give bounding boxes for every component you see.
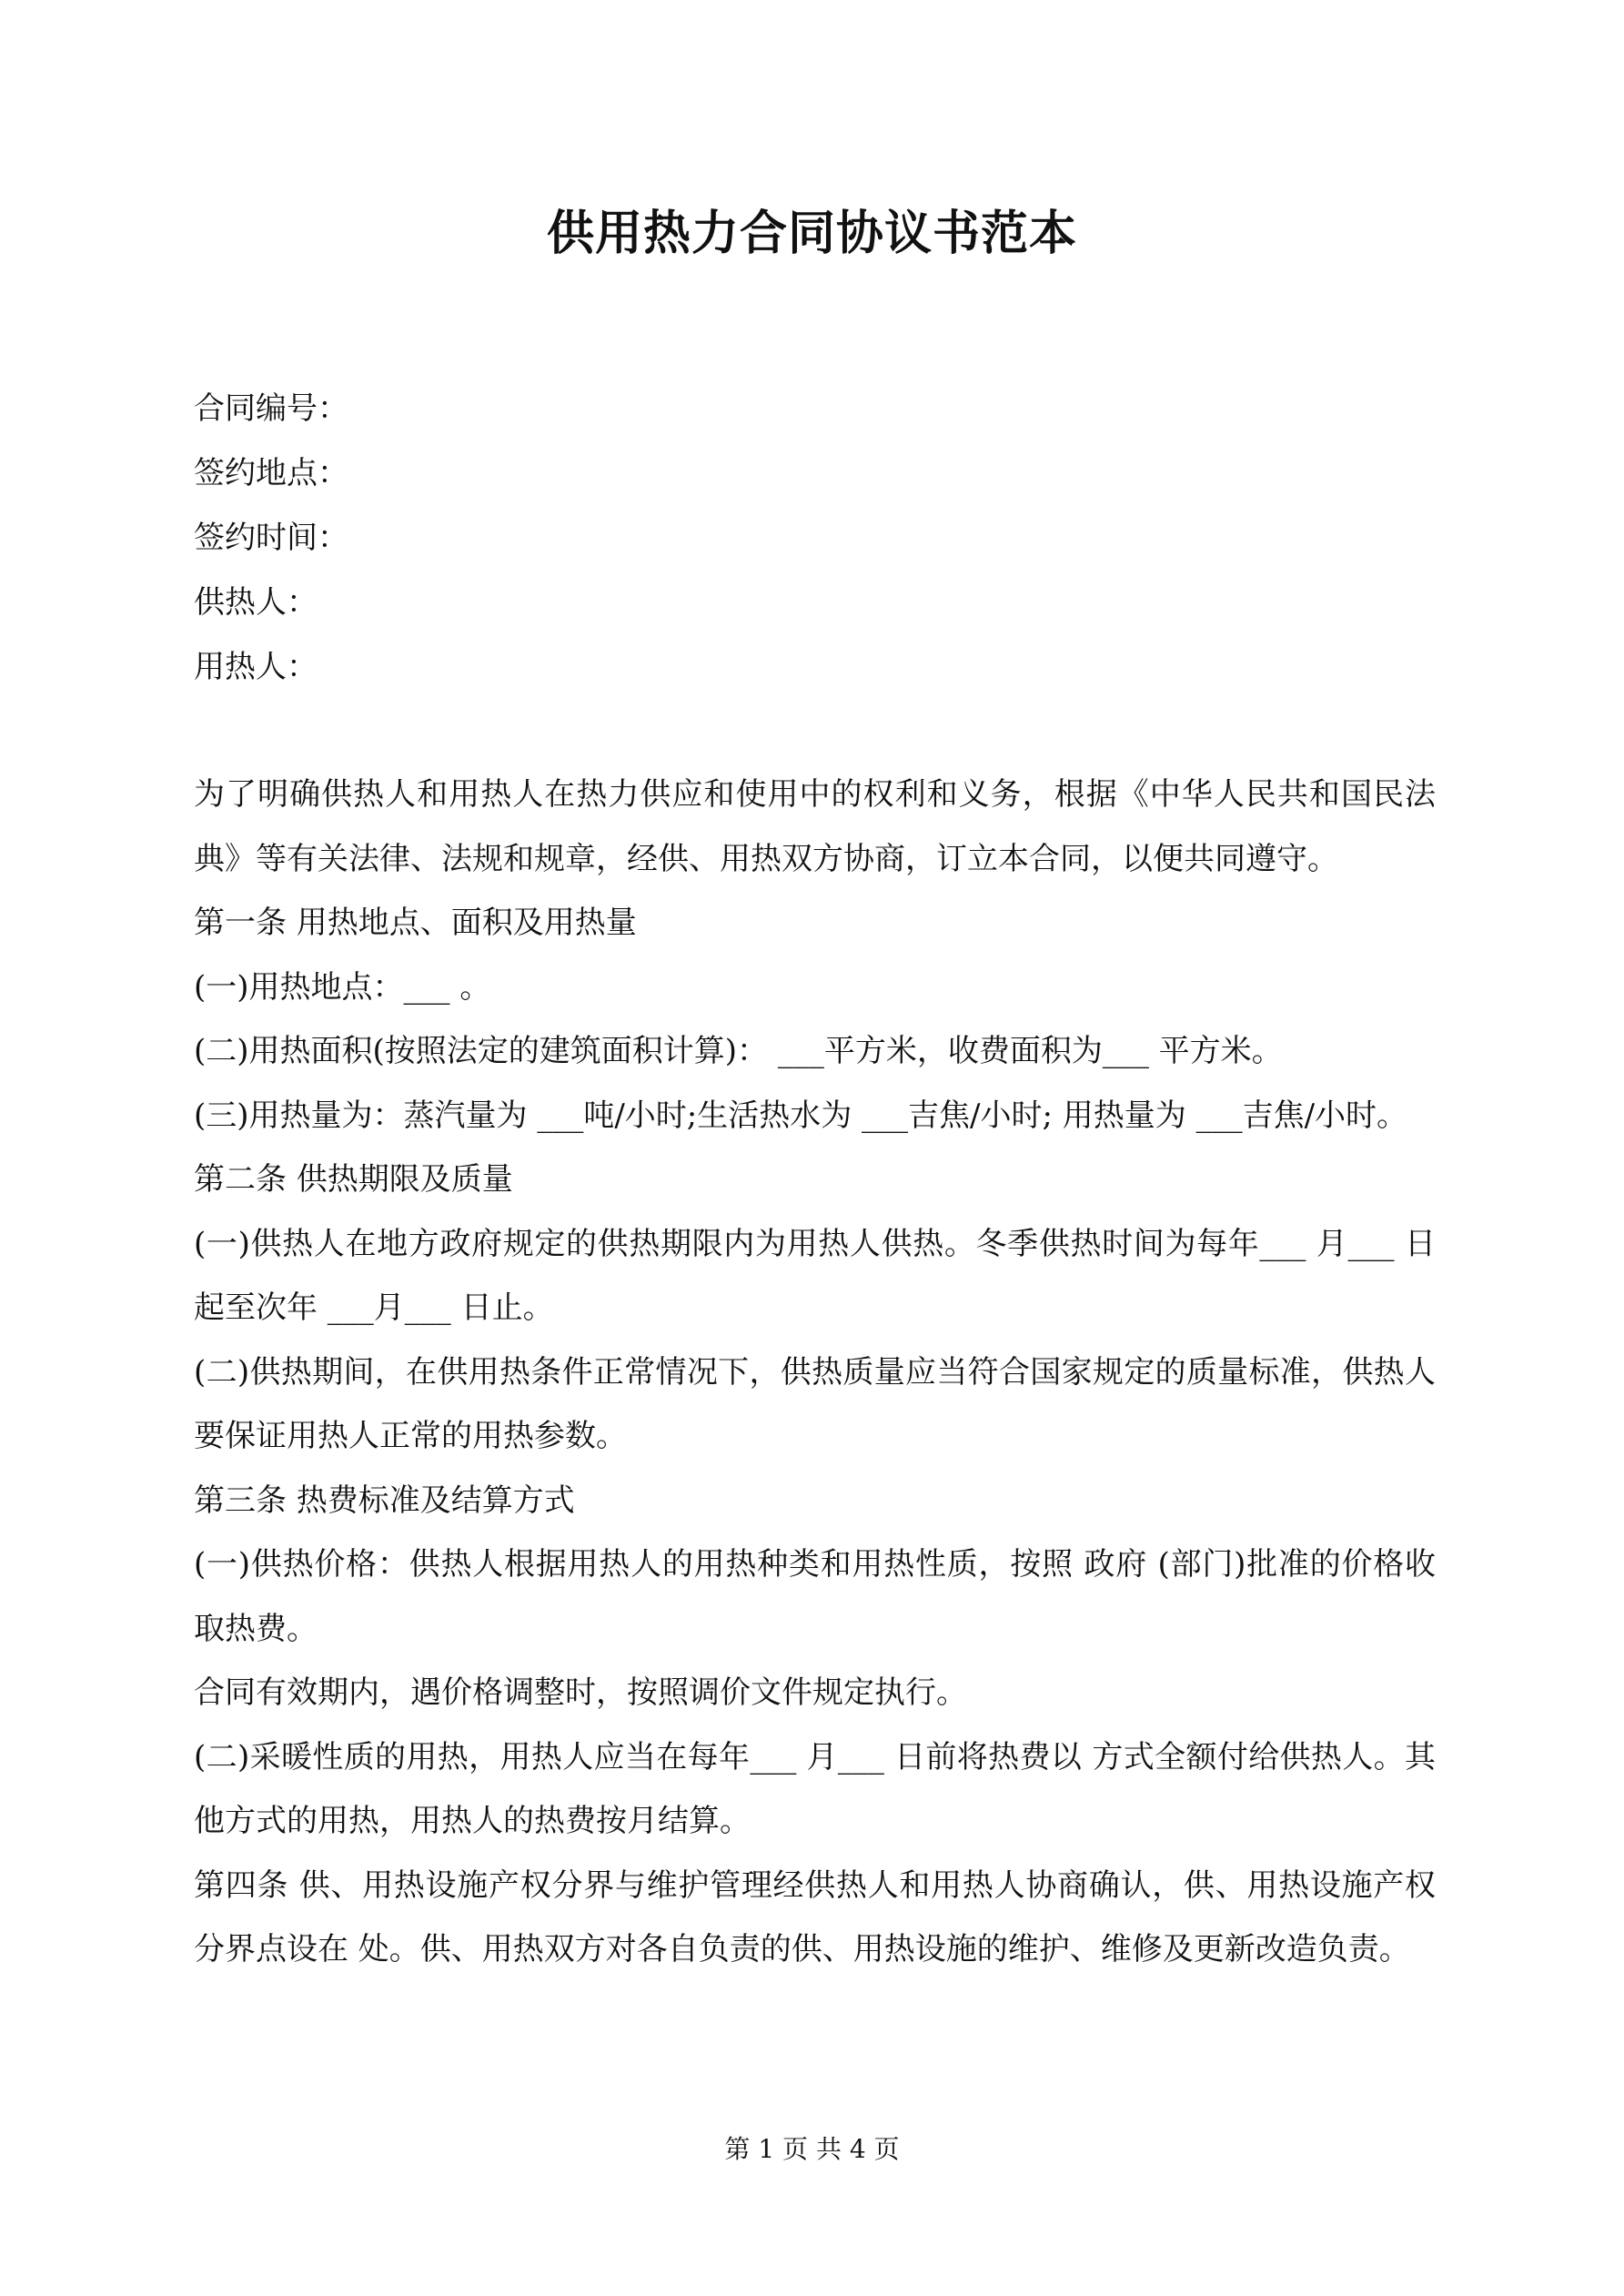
article-2-heading: 第二条 供热期限及质量: [194, 1161, 513, 1198]
heat-supplier-label: 供热人：: [194, 584, 318, 621]
page-number-footer: 第 1 页 共 4 页: [724, 2134, 900, 2164]
article-3-price-adjustment: 合同有效期内，遇价格调整时，按照调价文件规定执行。: [194, 1674, 967, 1711]
article-4-paragraph: 第四条 供、用热设施产权分界与维护管理经供热人和用热人协商确认，供、用热设施产权分界点设在 处。供、用热双方对各自负责的供、用热设施的维护、维修及更新改造负责。: [194, 1866, 1436, 1967]
article-1-heading: 第一条 用热地点、面积及用热量: [194, 905, 637, 941]
preamble-paragraph: 为了明确供热人和用热人在热力供应和使用中的权利和义务，根据《中华人民共和国民法典》等有关法律、法规和规章，经供、用热双方协商，订立本合同，以便共同遵守。: [194, 776, 1436, 877]
article-1-clause-2: (二)用热面积(按照法定的建筑面积计算)： ___平方米，收费面积为___ 平方米。: [194, 1033, 1283, 1069]
signing-time-label: 签约时间：: [194, 520, 348, 556]
article-1-clause-1: (一)用热地点：___ 。: [194, 968, 491, 1006]
contract-body: [194, 763, 1436, 1982]
article-2-clause-2: (二)供热期间，在供用热条件正常情况下，供热质量应当符合国家规定的质量标准，供热人要保证用热人正常的用热参数。: [194, 1353, 1436, 1454]
article-3-clause-1: (一)供热价格：供热人根据用热人的用热种类和用热性质，按照 政府 (部门)批准的价格收取热费。: [194, 1546, 1436, 1647]
article-2-clause-1: (一)供热人在地方政府规定的供热期限内为用热人供热。冬季供热时间为每年___ 月___ 日起至次年 ___月___ 日止。: [194, 1225, 1436, 1326]
signing-place-label: 签约地点：: [194, 455, 348, 491]
document-title: 供用热力合同协议书范本: [546, 206, 1077, 261]
contract-meta-block: [194, 377, 1431, 700]
article-3-heading: 第三条 热费标准及结算方式: [194, 1482, 575, 1519]
article-1-clause-3: (三)用热量为：蒸汽量为 ___吨/小时;生活热水为 ___吉焦/小时; 用热量为 ___吉焦/小时。: [194, 1097, 1408, 1134]
contract-number-label: 合同编号：: [194, 390, 348, 427]
heat-user-label: 用热人：: [194, 649, 318, 685]
article-3-clause-2: (二)采暖性质的用热，用热人应当在每年___ 月___ 日前将热费以 方式全额付给供热人。其他方式的用热，用热人的热费按月结算。: [194, 1738, 1436, 1839]
